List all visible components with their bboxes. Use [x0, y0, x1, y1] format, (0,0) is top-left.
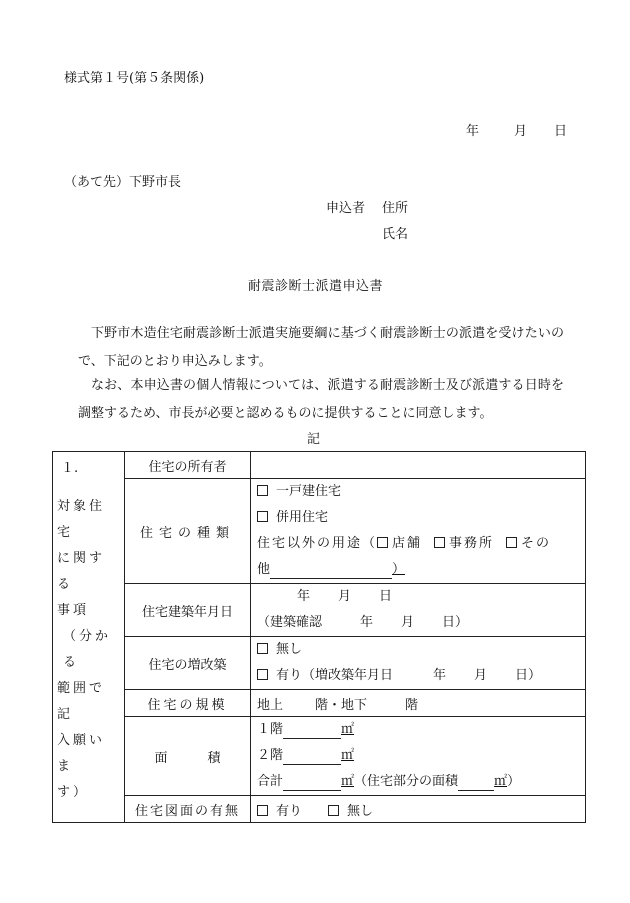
uses-prefix: 住宅以外の用途（: [257, 536, 378, 551]
option-detached-house: 一戸建住宅: [276, 484, 342, 499]
applicant-label: 申込者: [326, 201, 366, 216]
checkbox-drawings-no[interactable]: [328, 805, 339, 816]
extension-label: 住宅の増改築: [125, 637, 251, 690]
row-owner: [53, 452, 586, 479]
row-built: [53, 584, 586, 637]
extension-year: 年: [433, 668, 447, 683]
area-unit: ㎡: [341, 722, 355, 737]
area-total-blank[interactable]: [283, 776, 341, 791]
area-floor2: ２階: [257, 748, 284, 763]
other-tail: 他: [257, 562, 271, 577]
built-field[interactable]: [251, 584, 586, 637]
area-residential: （住宅部分の面積: [354, 774, 459, 789]
row-type: [53, 479, 586, 584]
area-close: ）: [507, 774, 521, 789]
confirm-month: 月: [401, 615, 415, 630]
checkbox-combined-use[interactable]: [257, 511, 268, 522]
other-use-blank[interactable]: [270, 564, 392, 579]
section-line: （分かる: [63, 629, 112, 670]
drawings-no: 無し: [347, 803, 374, 819]
checkbox-other[interactable]: [506, 537, 517, 548]
use-office: 事務所: [449, 536, 495, 551]
scale-label: 住宅の規模: [125, 690, 251, 717]
other-close: ）: [392, 562, 406, 577]
checkbox-detached[interactable]: [257, 485, 268, 496]
extension-exists: 有り（増改築年月日: [276, 668, 394, 683]
extension-month: 月: [474, 668, 488, 683]
owner-input[interactable]: [251, 452, 586, 479]
date-month: 月: [514, 124, 528, 139]
section-line: 範囲で記: [57, 681, 106, 722]
scale-floor: 階: [405, 697, 419, 713]
section-cell: [53, 452, 125, 823]
addressee: （あて先）下野市長: [64, 175, 182, 190]
section-line: 対象住宅: [57, 499, 106, 540]
confirm-prefix: （建築確認: [257, 615, 323, 630]
section-description: [57, 494, 120, 806]
checkbox-extension-none[interactable]: [257, 643, 268, 654]
confirm-day: 日）: [442, 615, 469, 630]
date-day: 日: [554, 124, 568, 139]
form-number: 様式第１号(第５条関係): [64, 71, 205, 86]
drawings-yes: 有り: [276, 803, 303, 819]
area-total: 合計: [257, 774, 284, 789]
checkbox-shop[interactable]: [377, 537, 388, 548]
option-combined-use-house: 併用住宅: [276, 510, 329, 525]
use-other: その: [521, 536, 552, 551]
row-drawings: [53, 796, 586, 823]
section-line: 事項: [57, 603, 90, 618]
section-number: １.: [61, 461, 79, 476]
area-unit: ㎡: [341, 748, 355, 763]
extension-none: 無し: [276, 642, 303, 657]
application-form-table: [52, 451, 586, 823]
area-label-b: 積: [207, 750, 221, 766]
checkbox-drawings-yes[interactable]: [257, 805, 268, 816]
extension-field: [251, 637, 586, 690]
type-label: 住宅の種類: [125, 479, 251, 584]
section-line: す）: [57, 785, 90, 800]
section-line: に関する: [57, 551, 106, 592]
checkbox-office[interactable]: [434, 537, 445, 548]
scale-floor-basement: 階・地下: [315, 697, 368, 713]
confirm-year: 年: [360, 615, 374, 630]
area-unit: ㎡: [494, 774, 508, 789]
area-label: [125, 717, 251, 796]
date-year: 年: [466, 124, 480, 139]
date-line: [466, 120, 567, 139]
section-line: 入願いま: [57, 733, 106, 774]
scale-field[interactable]: [251, 690, 586, 717]
row-scale: [53, 690, 586, 717]
name-label: 氏名: [382, 227, 409, 242]
area-floor2-blank[interactable]: [283, 750, 341, 765]
built-label: 住宅建築年月日: [125, 584, 251, 637]
body-paragraph-1: 下野市木造住宅耐震診断士派遣実施要綱に基づく耐震診断士の派遣を受けたいので、下記のとおり申込みします。: [78, 326, 564, 369]
body-paragraph-2: なお、本申込書の個人情報については、派遣する耐震診断士及び派遣する日時を調整するため、市長が必要と認めるものに提供することに同意します。: [78, 378, 564, 421]
drawings-field: [251, 796, 586, 823]
owner-label: 住宅の所有者: [125, 452, 251, 479]
drawings-label: 住宅図面の有無: [125, 796, 251, 823]
scale-above: 地上: [257, 697, 284, 713]
ki-marker: 記: [307, 432, 321, 447]
area-residential-blank[interactable]: [458, 776, 494, 791]
area-unit: ㎡: [341, 774, 355, 789]
use-shop: 店舗: [392, 536, 423, 551]
row-extension: [53, 637, 586, 690]
document-title: 耐震診断士派遣申込書: [248, 279, 384, 294]
checkbox-extension-exists[interactable]: [257, 669, 268, 680]
area-label-a: 面: [154, 750, 168, 766]
type-field: [251, 479, 586, 584]
area-field: [251, 717, 586, 796]
address-label: 住所: [382, 201, 409, 216]
extension-day: 日）: [515, 668, 542, 683]
built-month: 月: [338, 589, 352, 604]
built-year: 年: [297, 589, 311, 604]
area-floor1: １階: [257, 722, 284, 737]
row-area: [53, 717, 586, 796]
built-day: 日: [379, 589, 393, 604]
area-floor1-blank[interactable]: [283, 724, 341, 739]
